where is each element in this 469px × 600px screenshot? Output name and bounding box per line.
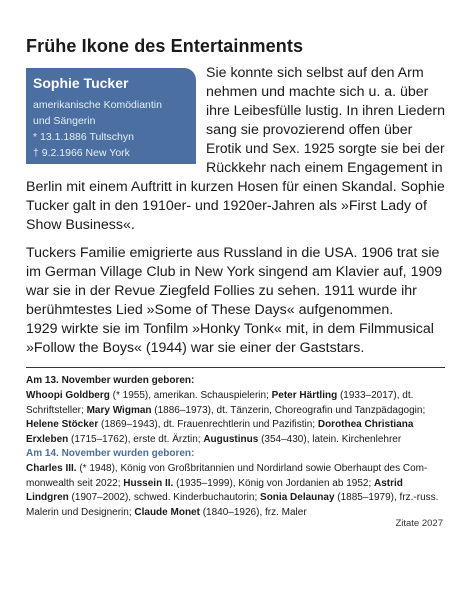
birth-details: (* 1955), amerikan. Schauspielerin;: [109, 390, 272, 401]
paragraph-line: Rückkehr nach einem Engagement in: [206, 160, 443, 176]
paragraph-line: Berlin mit einem Auftritt in kurzen Hosen für einen Skandal. Sophie: [26, 179, 445, 195]
calendar-page: [26, 0, 445, 600]
person-name: Sophie Tucker: [33, 75, 129, 91]
person-role: amerikanische Komödiantin: [33, 99, 162, 111]
person-name-bold: Hussein II.: [123, 477, 174, 489]
person-died: † 9.2.1966 New York: [33, 147, 130, 159]
person-name-bold: Peter Härtling: [271, 390, 338, 401]
birth-entry-line: [26, 390, 413, 401]
birth-details: (1840–1926), frz. Maler: [199, 506, 307, 518]
person-name-bold: Whoopi Goldberg: [26, 390, 110, 401]
birth-details: (1886–1973), dt. Tänzerin, Choreografin und Tanzpädagogin;: [151, 404, 426, 416]
paragraph-line: berühmtestes Lied »Some of These Days« aufgenommen.: [26, 302, 394, 318]
birth-details: Schriftsteller;: [26, 404, 87, 416]
person-role-cont: und Sängerin: [33, 115, 96, 127]
person-born: * 13.1.1886 Tultschyn: [33, 131, 134, 143]
person-name-bold: Astrid: [374, 477, 403, 489]
paragraph-line: »Follow the Boys« (1944) war sie einer der Gaststars.: [26, 340, 365, 356]
birth-details: (1935–1999), König von Jordanien ab 1952;: [173, 477, 375, 489]
paragraph-line: Erotik und Sex. 1925 sorgte sie bei der: [206, 141, 445, 157]
paragraph-line: Tuckers Familie emigrierte aus Russland in die USA. 1906 trat sie: [26, 245, 440, 261]
person-name-bold: Mary Wigman: [86, 404, 152, 416]
birth-details: monwealth seit 2022;: [26, 477, 124, 489]
paragraph-line: nehmen und machte sich u. a. über: [206, 84, 429, 100]
paragraph-line: Show Business«.: [26, 217, 135, 233]
section-divider: [26, 367, 445, 368]
person-name-bold: Helene Stöcker: [26, 419, 99, 430]
birth-entry-line: [26, 492, 438, 503]
birth-details: (1715–1762), erste dt. Ärztin;: [68, 433, 204, 445]
paragraph-line: Tucker galt in den 1910er- und 1920er-Jahren als »First Lady of: [26, 198, 427, 214]
birth-details: (1869–1943), dt. Frauenrechtlerin und Pazifistin;: [98, 419, 318, 430]
birth-details: (1933–2017), dt.: [337, 390, 414, 401]
paragraph-line: im German Village Club in New York singend am Klavier auf, 1909: [26, 264, 443, 280]
person-name-bold: Claude Monet: [134, 506, 200, 518]
birth-details: Malerin und Designerin;: [26, 506, 135, 518]
birth-entry-line: [26, 405, 425, 416]
person-info-box: [26, 68, 196, 164]
birth-details: (1907–2002), schwed. Kinderbuchautorin;: [68, 492, 261, 503]
footer-source: Zitate 2027: [395, 518, 443, 529]
birth-details: (354–430), latein. Kirchenlehrer: [258, 433, 402, 445]
person-name-bold: Charles III.: [26, 463, 77, 474]
births-nov14-heading: Am 14. November wurden geboren:: [26, 448, 195, 459]
birth-entry-line: [26, 434, 401, 445]
page-title: Frühe Ikone des Entertainments: [26, 36, 304, 56]
paragraph-line: 1929 wirkte sie im Tonfilm »Honky Tonk« mit, in dem Filmmusical: [26, 321, 434, 337]
paragraph-line: Sie konnte sich selbst auf den Arm: [206, 65, 424, 81]
person-name-bold: Erxleben: [26, 433, 69, 445]
birth-details: (* 1948), König von Großbritannien und Nordirland sowie Oberhaupt des Com-: [76, 463, 428, 474]
birth-details: (1885–1979), frz.-russ.: [334, 492, 439, 503]
birth-entry-line: [26, 478, 403, 489]
paragraph-line: ihre Leibesfülle lustig. In ihren Liedern: [206, 103, 445, 119]
birth-entry-line: [26, 507, 307, 518]
person-name-bold: Lindgren: [26, 492, 69, 503]
birth-entry-line: [26, 463, 427, 474]
person-name-bold: Dorothea Christiana: [317, 419, 414, 430]
paragraph-line: sang sie provozierend offen über: [206, 122, 413, 138]
person-name-bold: Augustinus: [203, 433, 259, 445]
paragraph-line: war sie in der Revue Ziegfeld Follies zu sehen. 1911 wurde ihr: [26, 283, 417, 299]
births-nov13-heading: Am 13. November wurden geboren:: [26, 375, 195, 386]
birth-entry-line: [26, 419, 413, 430]
person-name-bold: Sonia Delaunay: [260, 492, 335, 503]
